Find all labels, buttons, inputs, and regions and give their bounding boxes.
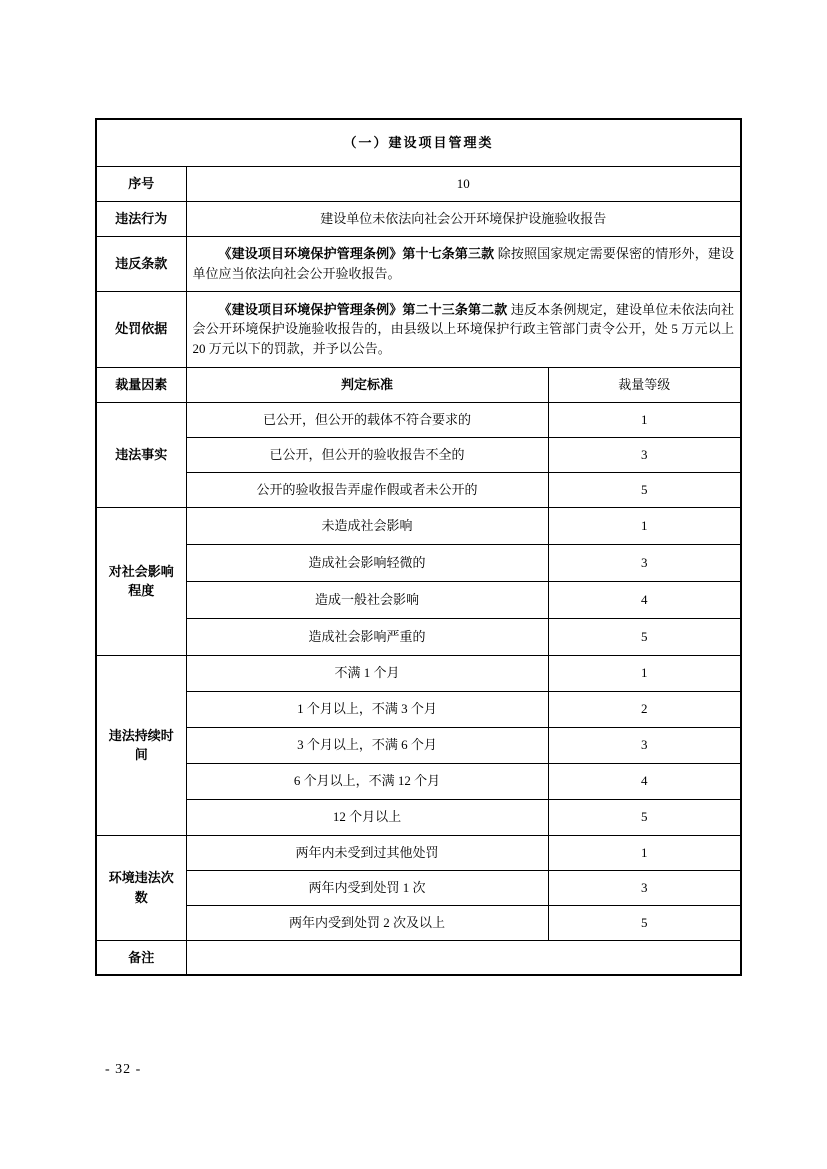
remark-value (186, 940, 741, 975)
header-grade: 裁量等级 (548, 367, 741, 402)
criteria-cell: 造成社会影响轻微的 (186, 544, 548, 581)
criteria-cell: 未造成社会影响 (186, 507, 548, 544)
row-label-violation: 违法行为 (96, 201, 186, 236)
page-title: （一）建设项目管理类 (96, 119, 741, 166)
clause-text: 除按照国家规定需要保密的情形外，建设单位应当依法向社会公开验收报告。 (192, 246, 734, 281)
grade-cell: 5 (548, 905, 741, 940)
row-label-clause: 违反条款 (96, 236, 186, 291)
grade-cell: 1 (548, 655, 741, 691)
grade-cell: 3 (548, 544, 741, 581)
criteria-cell: 两年内受到处罚 2 次及以上 (186, 905, 548, 940)
section-label-violation-count: 环境违法次数 (96, 835, 186, 940)
criteria-cell: 6 个月以上，不满 12 个月 (186, 763, 548, 799)
header-criteria: 判定标准 (186, 367, 548, 402)
serial-number-value: 10 (186, 166, 741, 201)
page-number: - 32 - (105, 1062, 142, 1077)
section-label-facts: 违法事实 (96, 402, 186, 507)
criteria-cell: 公开的验收报告弄虚作假或者未公开的 (186, 472, 548, 507)
criteria-cell: 造成社会影响严重的 (186, 618, 548, 655)
grade-cell: 1 (548, 402, 741, 437)
grade-cell: 4 (548, 581, 741, 618)
criteria-cell: 已公开，但公开的验收报告不全的 (186, 437, 548, 472)
grade-cell: 1 (548, 507, 741, 544)
grade-cell: 4 (548, 763, 741, 799)
section-label-duration: 违法持续时间 (96, 655, 186, 835)
criteria-cell: 两年内受到处罚 1 次 (186, 870, 548, 905)
criteria-cell: 1 个月以上，不满 3 个月 (186, 691, 548, 727)
basis-paragraph (186, 291, 741, 367)
grade-cell: 1 (548, 835, 741, 870)
header-factor: 裁量因素 (96, 367, 186, 402)
violation-value: 建设单位未依法向社会公开环境保护设施验收报告 (186, 201, 741, 236)
grade-cell: 2 (548, 691, 741, 727)
grade-cell: 5 (548, 472, 741, 507)
grade-cell: 3 (548, 727, 741, 763)
criteria-cell: 造成一般社会影响 (186, 581, 548, 618)
criteria-cell: 12 个月以上 (186, 799, 548, 835)
criteria-cell: 不满 1 个月 (186, 655, 548, 691)
row-label-basis: 处罚依据 (96, 291, 186, 367)
grade-cell: 5 (548, 618, 741, 655)
grade-cell: 3 (548, 437, 741, 472)
clause-paragraph (186, 236, 741, 291)
criteria-cell: 已公开，但公开的载体不符合要求的 (186, 402, 548, 437)
criteria-cell: 3 个月以上，不满 6 个月 (186, 727, 548, 763)
row-label-remark: 备注 (96, 940, 186, 975)
grade-cell: 3 (548, 870, 741, 905)
basis-text: 违反本条例规定，建设单位未依法向社会公开环境保护设施验收报告的，由县级以上环境保护行政主管部门责令公开，处 5 万元以上 20 万元以下的罚款，并予以公告。 (192, 301, 734, 356)
penalty-discretion-table (95, 118, 742, 976)
section-label-social-impact: 对社会影响程度 (96, 507, 186, 655)
criteria-cell: 两年内未受到过其他处罚 (186, 835, 548, 870)
clause-citation: 《建设项目环境保护管理条例》第十七条第三款 (218, 246, 495, 261)
row-label-serial: 序号 (96, 166, 186, 201)
basis-citation: 《建设项目环境保护管理条例》第二十三条第二款 (218, 301, 508, 317)
grade-cell: 5 (548, 799, 741, 835)
